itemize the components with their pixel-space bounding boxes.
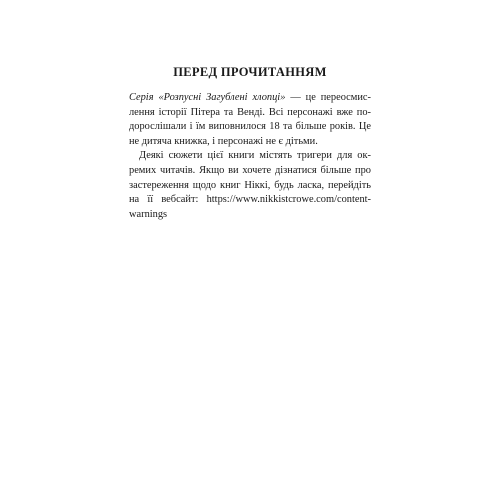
paragraph-line (129, 91, 371, 106)
paragraph-line: дорослішали і їм виповнилося 18 та більше років. Це (129, 121, 371, 133)
paragraph-line: warnings (129, 208, 168, 220)
page-content (129, 64, 371, 222)
page-heading: ПЕРЕД ПРОЧИТАННЯМ (173, 65, 327, 79)
paragraph-line: лення історії Пітера та Венді. Всі персонажі вже по- (129, 106, 371, 118)
paragraph-line: не дитяча книжка, і персонажі не є дітьми. (129, 135, 318, 147)
paragraph-line: застереження щодо книг Ніккі, будь ласка, перейдіть (129, 179, 371, 191)
line-text: — це переосмис- (285, 92, 371, 103)
paragraph-line: Деякі сюжети цієї книги містять тригери для ок- (139, 150, 371, 162)
paragraph-content-warnings (129, 149, 371, 222)
paragraph-line: ремих читачів. Якщо ви хочете дізнатися більше про (129, 164, 371, 176)
paragraph-disclaimer (129, 91, 371, 149)
series-title: Серія «Розпусні Загублені хлопці» (129, 92, 286, 103)
website-link-line: на її вебсайт: https://www.nikkistcrowe.com/content- (129, 194, 371, 206)
